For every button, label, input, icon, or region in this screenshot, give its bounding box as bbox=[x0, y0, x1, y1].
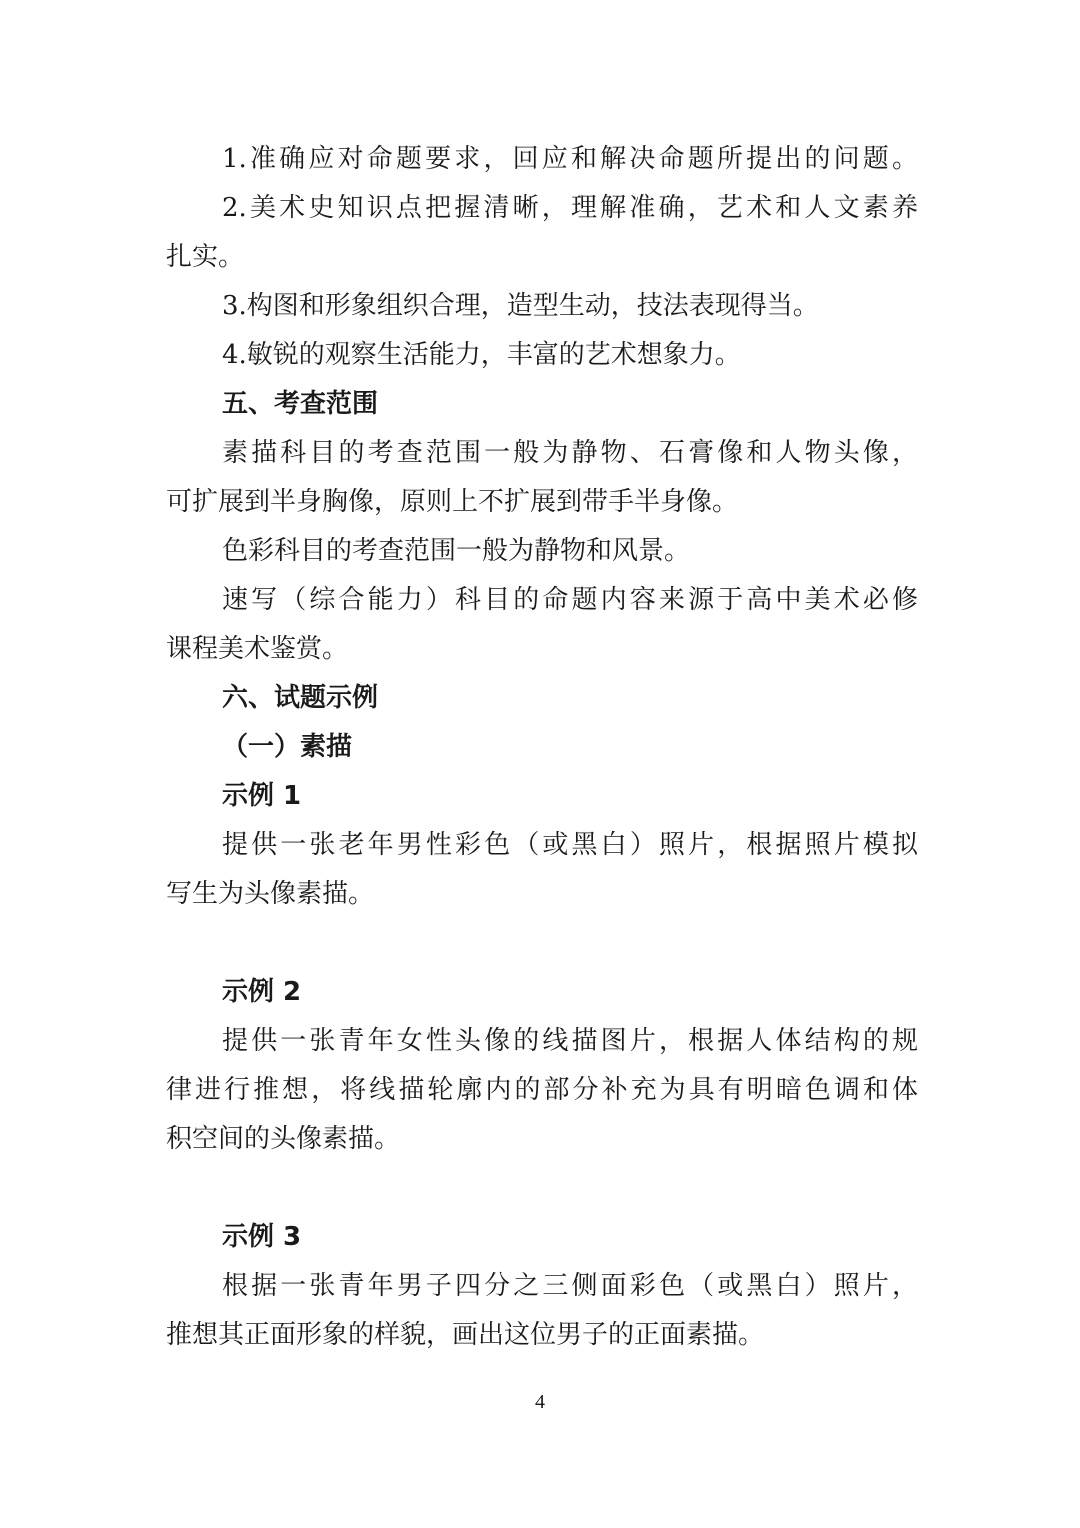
example-2-text: 提供一张青年女性头像的线描图片，根据人体结构的规 bbox=[222, 1026, 918, 1056]
scope-paragraph-2: 色彩科目的考查范围一般为静物和风景。 bbox=[222, 536, 691, 566]
scope-paragraph-1-cont: 可扩展到半身胸像，原则上不扩展到带手半身像。 bbox=[166, 487, 739, 517]
section-6-heading: 六、试题示例 bbox=[222, 683, 379, 713]
criterion-1: 1.准确应对命题要求，回应和解决命题所提出的问题。 bbox=[222, 144, 918, 174]
example-2-label: 示例 2 bbox=[222, 977, 302, 1007]
criterion-3: 3.构图和形象组织合理，造型生动，技法表现得当。 bbox=[222, 291, 819, 321]
scope-paragraph-3: 速写（综合能力）科目的命题内容来源于高中美术必修 bbox=[222, 585, 918, 615]
example-3-label: 示例 3 bbox=[222, 1222, 302, 1252]
example-1-text-cont: 写生为头像素描。 bbox=[166, 879, 375, 909]
example-2-text-cont: 律进行推想，将线描轮廓内的部分补充为具有明暗色调和体 bbox=[166, 1075, 918, 1105]
example-1-label: 示例 1 bbox=[222, 781, 302, 811]
scope-paragraph-3-cont: 课程美术鉴赏。 bbox=[166, 634, 349, 664]
section-5-heading: 五、考查范围 bbox=[222, 389, 379, 419]
criterion-4: 4.敏锐的观察生活能力，丰富的艺术想象力。 bbox=[222, 340, 741, 370]
criterion-2: 2.美术史知识点把握清晰，理解准确，艺术和人文素养 bbox=[222, 193, 918, 223]
example-1-text: 提供一张老年男性彩色（或黑白）照片，根据照片模拟 bbox=[222, 830, 918, 860]
example-2-text-end: 积空间的头像素描。 bbox=[166, 1124, 401, 1154]
example-3-text: 根据一张青年男子四分之三侧面彩色（或黑白）照片， bbox=[222, 1271, 918, 1301]
example-3-text-cont: 推想其正面形象的样貌，画出这位男子的正面素描。 bbox=[166, 1320, 765, 1350]
page-number: 4 bbox=[535, 1391, 545, 1413]
subsection-sketch-heading: （一）素描 bbox=[222, 732, 353, 762]
scope-paragraph-1: 素描科目的考查范围一般为静物、石膏像和人物头像， bbox=[222, 438, 918, 468]
criterion-2-cont: 扎实。 bbox=[166, 242, 245, 272]
